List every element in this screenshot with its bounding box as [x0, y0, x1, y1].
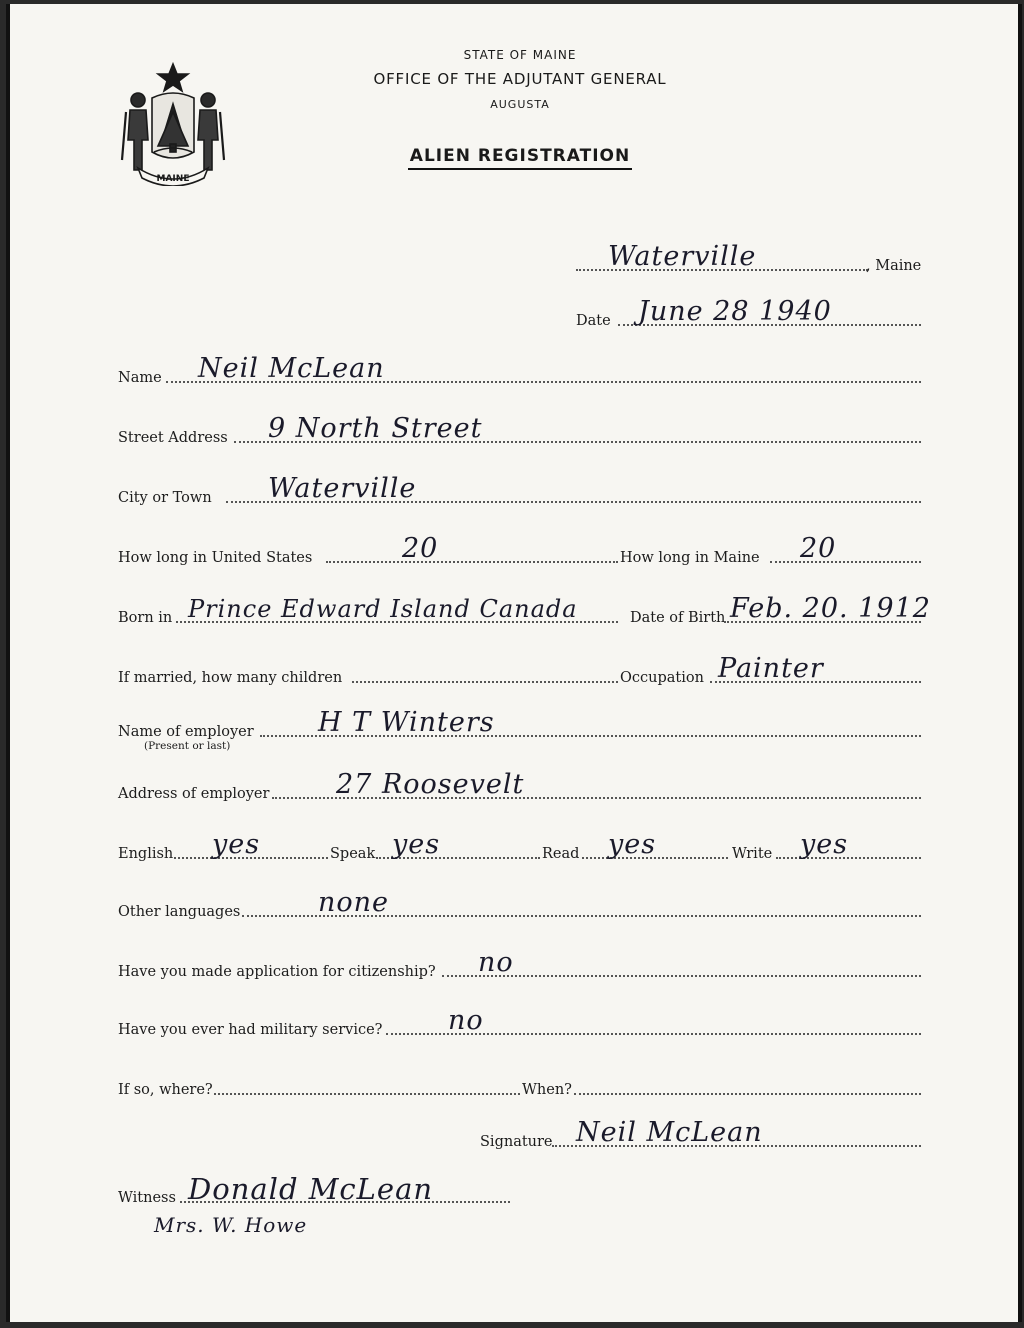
- employer-address-row: [118, 769, 921, 802]
- state-of-maine-seal-icon: [118, 60, 228, 186]
- name-row: [118, 353, 921, 386]
- children-label: If married, how many children: [118, 670, 343, 686]
- other-languages-value: none: [318, 887, 390, 918]
- street-value: 9 North Street: [268, 413, 483, 444]
- employer-address-label: Address of employer: [118, 786, 270, 802]
- witness-label: Witness: [118, 1190, 176, 1206]
- other-languages-label: Other languages: [118, 904, 241, 920]
- place-row: [118, 241, 922, 274]
- place-value: Waterville: [608, 241, 757, 272]
- occupation-value: Painter: [718, 653, 824, 684]
- signature-label: Signature: [480, 1134, 553, 1150]
- witness-2-row: [118, 1212, 418, 1242]
- where-row: [118, 1068, 921, 1098]
- how-long-maine-label: How long in Maine: [620, 550, 760, 566]
- city-label: City or Town: [118, 490, 212, 506]
- street-label: Street Address: [118, 430, 228, 446]
- other-languages-row: [118, 887, 921, 920]
- employer-value: H T Winters: [318, 707, 495, 738]
- children-line[interactable]: [352, 681, 618, 683]
- name-label: Name: [118, 370, 162, 386]
- city-heading: AUGUSTA: [490, 98, 550, 111]
- seal-motto: MAINE: [156, 174, 190, 184]
- date-of-birth-value: Feb. 20. 1912: [730, 593, 931, 624]
- military-row: [118, 1005, 921, 1038]
- write-line[interactable]: [776, 857, 921, 859]
- maine-label: , Maine: [866, 258, 922, 274]
- english-value: yes: [212, 829, 261, 860]
- military-label: Have you ever had military service?: [118, 1022, 383, 1038]
- office-heading: OFFICE OF THE ADJUTANT GENERAL: [373, 70, 667, 88]
- employer-row: [118, 707, 921, 752]
- how-long-row: [118, 533, 921, 566]
- state-heading: STATE OF MAINE: [463, 48, 577, 62]
- city-value: Waterville: [268, 473, 417, 504]
- city-row: [118, 473, 921, 506]
- how-long-us-value: 20: [402, 533, 439, 564]
- date-of-birth-label: Date of Birth: [630, 610, 726, 626]
- occupation-label: Occupation: [620, 670, 704, 686]
- military-value: no: [448, 1005, 484, 1036]
- citizenship-line[interactable]: [442, 975, 921, 977]
- read-label: Read: [542, 846, 580, 862]
- form-title: [370, 146, 670, 166]
- english-row: [118, 829, 921, 862]
- citizenship-row: [118, 947, 921, 980]
- citizenship-label: Have you made application for citizenship?: [118, 964, 436, 980]
- registration-form-page: [6, 4, 1022, 1322]
- born-in-label: Born in: [118, 610, 173, 626]
- where-line[interactable]: [214, 1093, 520, 1095]
- employer-sublabel: (Present or last): [144, 740, 231, 752]
- name-value: Neil McLean: [198, 353, 385, 384]
- how-long-maine-line[interactable]: [770, 561, 921, 563]
- employer-label: Name of employer: [118, 724, 254, 740]
- when-label: When?: [522, 1082, 572, 1098]
- birth-row: [118, 593, 931, 626]
- date-row: [118, 296, 921, 329]
- speak-label: Speak: [330, 846, 376, 862]
- read-value: yes: [608, 829, 657, 860]
- born-in-value: Prince Edward Island Canada: [188, 595, 578, 623]
- write-value: yes: [800, 829, 849, 860]
- how-long-maine-value: 20: [800, 533, 837, 564]
- witness-row: [118, 1172, 921, 1206]
- when-line[interactable]: [574, 1093, 921, 1095]
- witness-value: Donald McLean: [188, 1172, 434, 1206]
- write-label: Write: [732, 846, 773, 862]
- how-long-us-line[interactable]: [326, 561, 618, 563]
- speak-value: yes: [392, 829, 441, 860]
- street-row: [118, 413, 921, 446]
- where-label: If so, where?: [118, 1082, 213, 1098]
- citizenship-value: no: [478, 947, 514, 978]
- signature-value: Neil McLean: [576, 1117, 763, 1148]
- date-label: Date: [576, 313, 611, 329]
- witness-2-value: Mrs. W. Howe: [154, 1213, 308, 1237]
- signature-row: [118, 1117, 921, 1150]
- english-label: English: [118, 846, 174, 862]
- date-value: June 28 1940: [638, 296, 832, 327]
- how-long-us-label: How long in United States: [118, 550, 313, 566]
- employer-address-value: 27 Roosevelt: [336, 769, 525, 800]
- children-row: [118, 653, 921, 686]
- form-title-text: ALIEN REGISTRATION: [408, 146, 632, 170]
